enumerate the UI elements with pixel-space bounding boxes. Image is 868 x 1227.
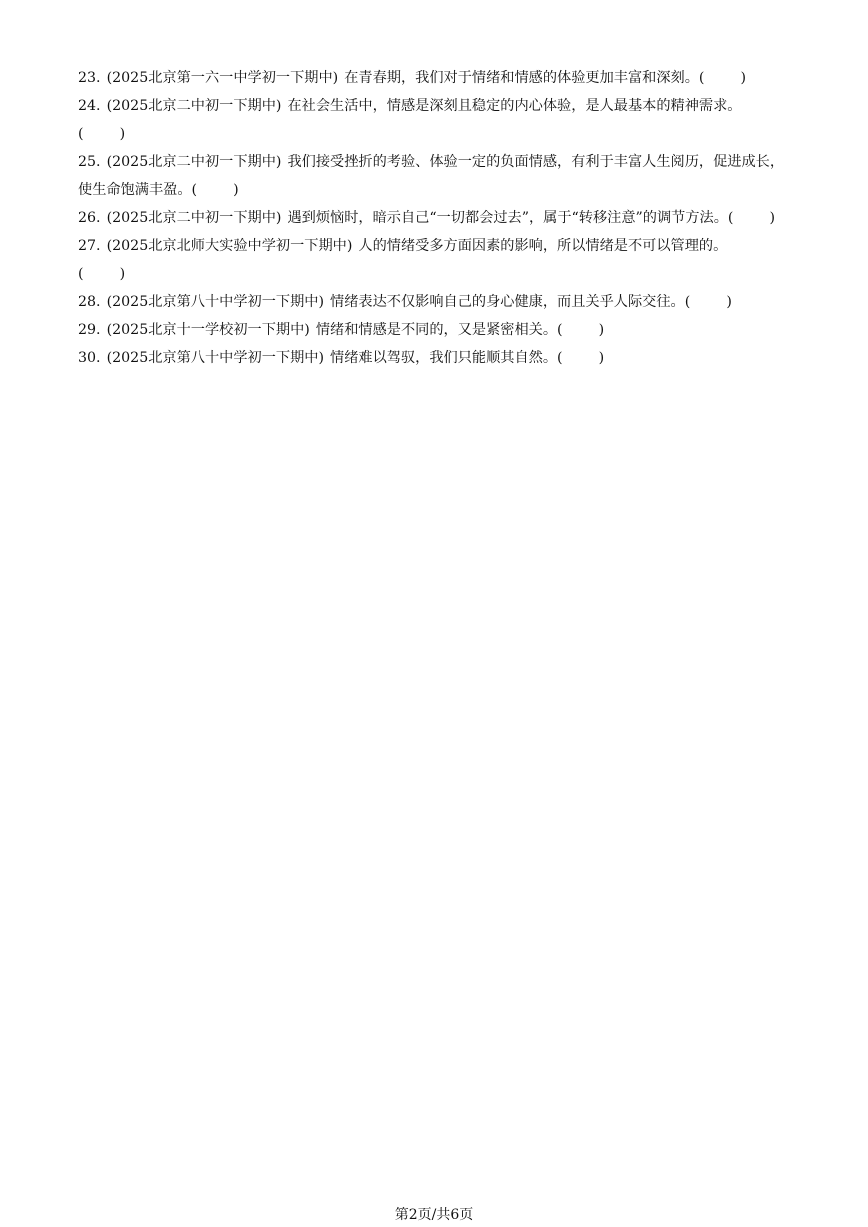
answer-blank: ( ): [78, 126, 126, 142]
question-source: (2025北京北师大实验中学初一下期中): [106, 238, 353, 254]
question-number: 29.: [78, 322, 101, 338]
question-text: 人的情绪受多方面因素的影响，所以情绪是不可以管理的。: [358, 238, 728, 254]
answer-blank: ( ): [191, 182, 239, 198]
question-list: [78, 64, 790, 372]
answer-blank: ( ): [557, 350, 605, 366]
question-text: 情绪难以驾驭，我们只能顺其自然。: [330, 350, 558, 366]
answer-blank: ( ): [557, 322, 605, 338]
question-number: 27.: [78, 238, 101, 254]
question-source: (2025北京二中初一下期中): [106, 210, 282, 226]
question-source: (2025北京第一六一中学初一下期中): [106, 70, 339, 86]
question-29: [78, 316, 790, 344]
question-number: 28.: [78, 294, 101, 310]
answer-blank: ( ): [684, 294, 732, 310]
question-source: (2025北京二中初一下期中): [106, 98, 282, 114]
question-text: 情绪表达不仅影响自己的身心健康，而且关乎人际交往。: [330, 294, 685, 310]
question-text: 遇到烦恼时，暗示自己“一切都会过去”，属于“转移注意”的调节方法。: [287, 210, 728, 226]
question-number: 23.: [78, 70, 101, 86]
question-number: 24.: [78, 98, 101, 114]
answer-blank: ( ): [698, 70, 747, 86]
answer-blank: ( ): [78, 266, 126, 282]
question-24: [78, 92, 790, 148]
question-source: (2025北京十一学校初一下期中): [106, 322, 310, 338]
question-30: [78, 344, 790, 372]
question-text: 在社会生活中，情感是深刻且稳定的内心体验，是人最基本的精神需求。: [287, 98, 742, 114]
question-text: 我们接受挫折的考验、体验一定的负面情感，有利于丰富人生阅历，促进成长，使生命饱满丰盈。: [78, 154, 785, 198]
answer-blank: ( ): [727, 210, 776, 226]
question-text: 情绪和情感是不同的，又是紧密相关。: [315, 322, 558, 338]
question-number: 30.: [78, 350, 101, 366]
page-number-label: 第2页/共6页: [394, 1207, 474, 1223]
question-source: (2025北京第八十中学初一下期中): [106, 350, 325, 366]
question-28: [78, 288, 790, 316]
question-23: [78, 64, 790, 92]
question-number: 26.: [78, 210, 101, 226]
question-25: [78, 148, 790, 204]
question-26: [78, 204, 790, 232]
question-source: (2025北京二中初一下期中): [106, 154, 282, 170]
question-number: 25.: [78, 154, 101, 170]
question-source: (2025北京第八十中学初一下期中): [106, 294, 325, 310]
question-text: 在青春期，我们对于情绪和情感的体验更加丰富和深刻。: [344, 70, 699, 86]
question-27: [78, 232, 790, 288]
page-footer: [0, 1204, 868, 1224]
